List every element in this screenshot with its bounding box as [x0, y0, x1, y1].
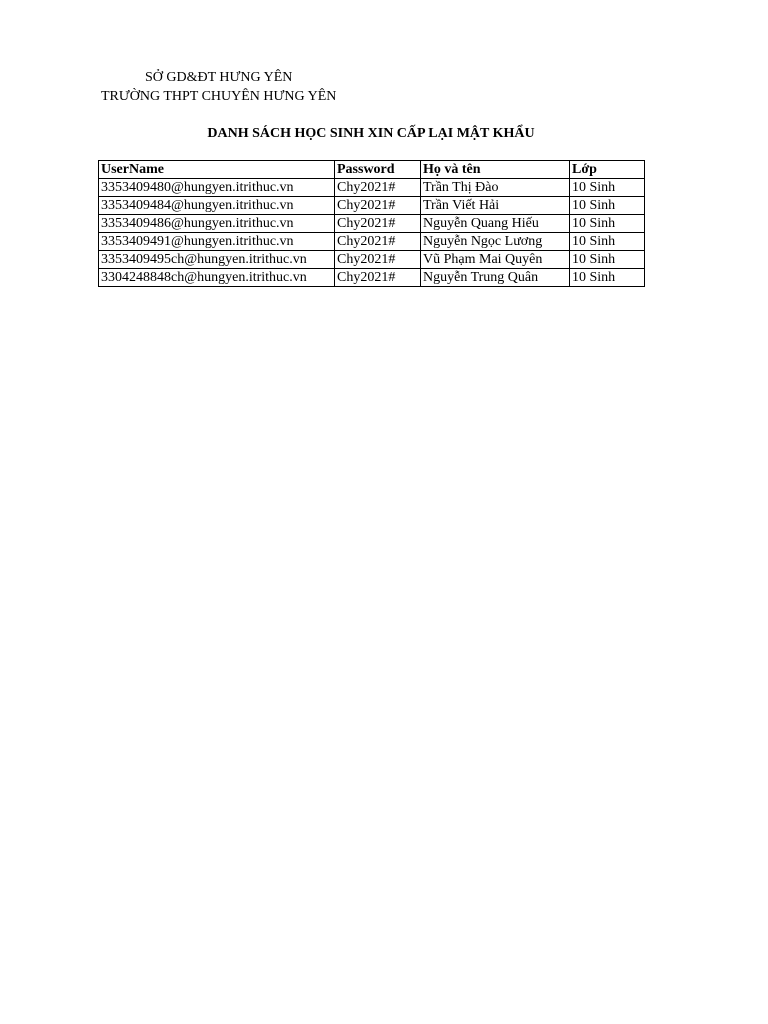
class-cell: 10 Sinh — [570, 251, 645, 269]
password-cell: Chy2021# — [335, 179, 421, 197]
username-cell: 3353409480@hungyen.itrithuc.vn — [99, 179, 335, 197]
class-cell: 10 Sinh — [570, 215, 645, 233]
full-name-cell: Trần Viết Hải — [421, 197, 570, 215]
class-cell: 10 Sinh — [570, 233, 645, 251]
full-name-cell: Trần Thị Đào — [421, 179, 570, 197]
student-password-table — [98, 160, 645, 287]
table-row — [99, 233, 645, 251]
school-name: TRƯỜNG THPT CHUYÊN HƯNG YÊN — [101, 89, 337, 104]
table-row — [99, 197, 645, 215]
password-cell: Chy2021# — [335, 269, 421, 287]
full-name-cell: Nguyễn Trung Quân — [421, 269, 570, 287]
class-cell: 10 Sinh — [570, 179, 645, 197]
class-cell: 10 Sinh — [570, 197, 645, 215]
table-row — [99, 269, 645, 287]
username-cell: 3353409486@hungyen.itrithuc.vn — [99, 215, 335, 233]
full-name-cell: Nguyễn Ngọc Lương — [421, 233, 570, 251]
column-header-username: UserName — [99, 161, 335, 179]
department-name: SỞ GD&ĐT HƯNG YÊN — [145, 70, 293, 85]
username-cell: 3353409495ch@hungyen.itrithuc.vn — [99, 251, 335, 269]
table-header-row — [99, 161, 645, 179]
username-cell: 3353409484@hungyen.itrithuc.vn — [99, 197, 335, 215]
class-cell: 10 Sinh — [570, 269, 645, 287]
password-cell: Chy2021# — [335, 215, 421, 233]
column-header-full-name: Họ và tên — [421, 161, 570, 179]
column-header-password: Password — [335, 161, 421, 179]
full-name-cell: Vũ Phạm Mai Quyên — [421, 251, 570, 269]
table-row — [99, 251, 645, 269]
password-cell: Chy2021# — [335, 233, 421, 251]
column-header-class: Lớp — [570, 161, 645, 179]
full-name-cell: Nguyễn Quang Hiếu — [421, 215, 570, 233]
username-cell: 3304248848ch@hungyen.itrithuc.vn — [99, 269, 335, 287]
password-cell: Chy2021# — [335, 197, 421, 215]
table-row — [99, 215, 645, 233]
password-cell: Chy2021# — [335, 251, 421, 269]
username-cell: 3353409491@hungyen.itrithuc.vn — [99, 233, 335, 251]
document-title: DANH SÁCH HỌC SINH XIN CẤP LẠI MẬT KHẨU — [207, 126, 535, 141]
table-row — [99, 179, 645, 197]
